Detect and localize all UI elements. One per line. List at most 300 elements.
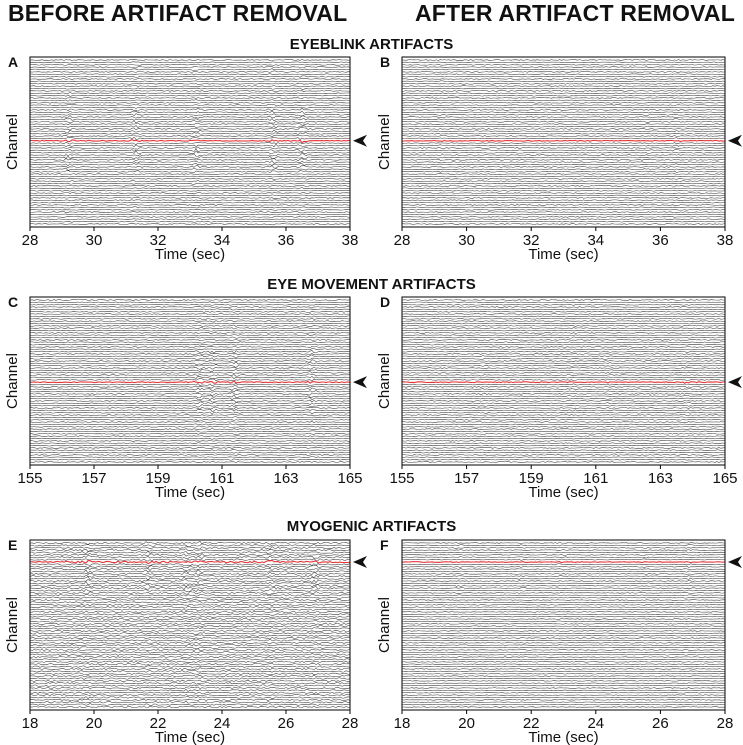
channel-trace <box>402 592 725 593</box>
channel-trace <box>30 346 350 348</box>
channel-trace <box>30 335 350 336</box>
channel-trace <box>30 582 350 586</box>
channel-marker-arrow <box>728 376 742 388</box>
eeg-traces <box>402 542 725 707</box>
section-title-eye-movement: EYE MOVEMENT ARTIFACTS <box>267 276 476 293</box>
channel-trace <box>402 323 725 324</box>
channel-trace <box>30 386 350 389</box>
channel-trace <box>30 306 350 308</box>
highlight-channel-trace <box>402 382 725 383</box>
highlight-channel-trace <box>30 381 350 383</box>
channel-trace <box>402 619 725 620</box>
channel-trace <box>402 171 725 172</box>
channel-trace <box>402 559 725 561</box>
channel-trace <box>402 372 725 373</box>
channel-trace <box>30 180 350 182</box>
channel-trace <box>30 367 350 369</box>
channel-trace <box>402 114 725 116</box>
channel-trace <box>402 635 725 636</box>
channel-trace <box>30 353 350 355</box>
channel-trace <box>402 344 725 345</box>
x-tick-label: 30 <box>85 232 103 249</box>
channel-trace <box>402 402 725 403</box>
channel-trace <box>30 424 350 425</box>
channel-trace <box>30 398 350 400</box>
channel-trace <box>30 440 350 441</box>
channel-trace <box>30 692 350 694</box>
channel-trace <box>402 429 725 430</box>
eeg-traces <box>402 60 725 225</box>
y-axis-label: Channel <box>4 353 21 409</box>
channel-trace <box>30 644 350 646</box>
x-tick-label: 26 <box>652 715 669 732</box>
channel-trace <box>30 207 350 208</box>
channel-trace <box>402 638 725 639</box>
channel-trace <box>30 633 350 635</box>
channel-trace <box>402 595 725 596</box>
channel-trace <box>402 109 725 110</box>
channel-trace <box>30 327 350 329</box>
channel-trace <box>30 81 350 82</box>
x-tick-label: 34 <box>587 232 605 249</box>
channel-trace <box>30 174 350 175</box>
channel-trace <box>30 402 350 405</box>
channel-trace <box>402 176 725 177</box>
channel-trace <box>402 659 725 660</box>
channel-trace <box>30 153 350 156</box>
x-tick-label: 157 <box>81 470 107 487</box>
channel-trace <box>402 332 725 333</box>
channel-marker-arrow <box>353 135 367 147</box>
panel-b <box>376 54 742 263</box>
channel-trace <box>30 384 350 386</box>
x-tick-label: 163 <box>647 470 673 487</box>
channel-trace <box>402 545 725 546</box>
channel-trace <box>402 197 725 198</box>
channel-trace <box>30 170 350 173</box>
channel-trace <box>402 202 725 203</box>
channel-trace <box>402 69 725 70</box>
channel-trace <box>402 112 725 113</box>
y-axis-label: Channel <box>376 114 393 170</box>
channel-trace <box>30 639 350 641</box>
channel-trace <box>30 325 350 327</box>
channel-trace <box>30 123 350 125</box>
channel-trace <box>402 128 725 129</box>
channel-trace <box>30 104 350 105</box>
x-tick-label: 28 <box>341 715 359 732</box>
channel-trace <box>402 707 725 708</box>
plot-frame <box>402 297 725 465</box>
x-tick-label: 159 <box>145 470 171 487</box>
channel-trace <box>402 60 725 61</box>
channel-trace <box>402 438 725 439</box>
channel-trace <box>402 325 725 326</box>
channel-trace <box>402 455 725 456</box>
channel-trace <box>30 92 350 94</box>
channel-trace <box>402 145 725 147</box>
channel-trace <box>402 549 725 551</box>
channel-trace <box>30 355 350 358</box>
channel-trace <box>402 424 725 425</box>
channel-trace <box>30 627 350 629</box>
channel-trace <box>30 311 350 312</box>
channel-trace <box>30 625 350 627</box>
channel-trace <box>402 443 725 444</box>
x-tick-label: 165 <box>337 470 363 487</box>
channel-trace <box>30 426 350 427</box>
channel-trace <box>30 369 350 372</box>
channel-trace <box>402 614 725 615</box>
channel-trace <box>402 633 725 634</box>
channel-trace <box>30 192 350 193</box>
channel-trace <box>30 452 350 453</box>
channel-trace <box>402 86 725 87</box>
channel-trace <box>402 628 725 629</box>
channel-trace <box>402 148 725 149</box>
channel-trace <box>402 552 725 553</box>
channel-trace <box>402 133 725 134</box>
channel-trace <box>402 102 725 103</box>
channel-trace <box>402 457 725 458</box>
channel-trace <box>30 604 350 606</box>
x-tick-label: 38 <box>341 232 359 249</box>
channel-trace <box>402 368 725 369</box>
channel-trace <box>402 612 725 613</box>
channel-trace <box>30 428 350 429</box>
panel-label: E <box>8 537 18 553</box>
x-tick-label: 157 <box>454 470 480 487</box>
x-tick-label: 165 <box>712 470 738 487</box>
x-tick-label: 155 <box>17 470 43 487</box>
channel-trace <box>402 448 725 449</box>
channel-trace <box>402 118 725 120</box>
channel-trace <box>30 393 350 396</box>
channel-trace <box>402 377 725 378</box>
channel-trace <box>30 221 350 223</box>
channel-trace <box>402 335 725 336</box>
channel-trace <box>30 602 350 604</box>
channel-trace <box>30 584 350 587</box>
channel-trace <box>30 362 350 365</box>
channel-trace <box>402 190 725 191</box>
channel-trace <box>30 654 350 656</box>
channel-trace <box>402 400 725 401</box>
channel-trace <box>402 74 725 75</box>
channel-trace <box>30 704 350 706</box>
channel-trace <box>30 649 350 651</box>
channel-trace <box>402 695 725 696</box>
channel-trace <box>30 69 350 71</box>
channel-trace <box>402 159 725 160</box>
channel-trace <box>30 696 350 698</box>
channel-trace <box>402 626 725 627</box>
channel-trace <box>402 337 725 338</box>
channel-trace <box>402 349 725 350</box>
channel-trace <box>30 541 350 545</box>
channel-trace <box>402 652 725 653</box>
channel-trace <box>402 393 725 395</box>
channel-trace <box>402 407 725 408</box>
channel-trace <box>402 462 725 463</box>
channel-trace <box>30 83 350 85</box>
highlight-channel-trace <box>30 140 350 143</box>
eeg-traces <box>30 59 350 225</box>
channel-trace <box>30 457 350 458</box>
channel-trace <box>30 647 350 649</box>
channel-trace <box>402 600 725 601</box>
x-axis-label: Time (sec) <box>528 729 599 745</box>
channel-trace <box>30 599 350 601</box>
channel-trace <box>30 332 350 333</box>
x-tick-label: 159 <box>518 470 544 487</box>
channel-trace <box>30 447 350 448</box>
channel-trace <box>402 321 725 322</box>
channel-trace <box>402 79 725 80</box>
channel-trace <box>30 677 350 679</box>
channel-trace <box>30 620 350 622</box>
channel-trace <box>402 702 725 703</box>
channel-trace <box>402 666 725 667</box>
channel-trace <box>402 391 725 392</box>
highlight-channel-trace <box>30 560 350 563</box>
channel-trace <box>402 221 725 222</box>
channel-trace <box>30 85 350 87</box>
channel-trace <box>402 585 725 586</box>
x-tick-label: 20 <box>85 715 103 732</box>
channel-trace <box>30 100 350 102</box>
channel-trace <box>402 640 725 641</box>
channel-trace <box>30 551 350 554</box>
channel-trace <box>30 342 350 343</box>
channel-trace <box>402 174 725 175</box>
channel-trace <box>30 360 350 362</box>
channel-trace <box>30 436 350 437</box>
channel-trace <box>402 95 725 96</box>
channel-trace <box>402 224 725 225</box>
channel-trace <box>402 678 725 679</box>
channel-trace <box>30 390 350 392</box>
channel-trace <box>30 176 350 177</box>
channel-trace <box>30 147 350 149</box>
x-tick-label: 32 <box>522 232 540 249</box>
channel-trace <box>402 690 725 691</box>
channel-trace <box>402 692 725 693</box>
channel-trace <box>30 165 350 168</box>
x-tick-label: 26 <box>277 715 295 732</box>
x-axis-label: Time (sec) <box>154 246 226 263</box>
channel-trace <box>402 81 725 82</box>
channel-trace <box>30 570 350 574</box>
x-axis-label: Time (sec) <box>528 246 599 263</box>
channel-trace <box>402 214 725 215</box>
channel-trace <box>402 200 725 201</box>
x-tick-label: 22 <box>149 715 167 732</box>
channel-trace <box>402 138 725 140</box>
channel-trace <box>402 671 725 672</box>
channel-trace <box>30 118 350 121</box>
channel-trace <box>402 697 725 698</box>
channel-trace <box>30 443 350 444</box>
x-tick-label: 36 <box>652 232 669 249</box>
channel-trace <box>30 90 350 91</box>
channel-trace <box>30 611 350 613</box>
channel-trace <box>402 581 725 582</box>
channel-trace <box>30 59 350 60</box>
channel-trace <box>30 144 350 147</box>
channel-trace <box>30 556 350 559</box>
channel-trace <box>30 449 350 451</box>
channel-trace <box>402 389 725 390</box>
channel-trace <box>402 304 725 305</box>
x-tick-label: 18 <box>393 715 411 732</box>
x-tick-label: 22 <box>522 715 540 732</box>
channel-trace <box>30 433 350 435</box>
channel-trace <box>30 673 350 675</box>
channel-trace <box>30 365 350 368</box>
channel-trace <box>402 100 725 101</box>
channel-trace <box>402 422 725 423</box>
eeg-traces <box>30 541 350 708</box>
channel-trace <box>402 330 725 331</box>
channel-trace <box>30 675 350 677</box>
channel-trace <box>30 97 350 98</box>
channel-trace <box>402 654 725 655</box>
channel-trace <box>402 318 725 319</box>
channel-trace <box>30 197 350 199</box>
column-title-after: AFTER ARTIFACT REMOVAL <box>415 0 735 26</box>
channel-trace <box>402 556 725 558</box>
channel-trace <box>402 105 725 106</box>
channel-trace <box>30 616 350 618</box>
x-axis-label: Time (sec) <box>154 484 226 501</box>
channel-trace <box>402 417 725 418</box>
channel-trace <box>30 64 350 65</box>
channel-trace <box>30 547 350 550</box>
panel-label: D <box>380 294 391 310</box>
channel-trace <box>30 158 350 161</box>
channel-trace <box>402 616 725 617</box>
plot-frame <box>30 297 350 465</box>
channel-trace <box>30 149 350 152</box>
channel-trace <box>30 671 350 673</box>
channel-trace <box>402 396 725 397</box>
channel-trace <box>30 133 350 135</box>
channel-trace <box>402 88 725 89</box>
channel-trace <box>402 207 725 208</box>
channel-trace <box>402 186 725 187</box>
x-tick-label: 155 <box>389 470 415 487</box>
channel-trace <box>402 602 725 603</box>
plot-frame <box>402 540 725 710</box>
x-tick-label: 36 <box>277 232 295 249</box>
channel-trace <box>30 405 350 408</box>
channel-trace <box>402 363 725 364</box>
channel-trace <box>402 205 725 206</box>
channel-trace <box>30 635 350 637</box>
channel-trace <box>402 178 725 179</box>
channel-trace <box>402 83 725 84</box>
channel-trace <box>30 661 350 663</box>
channel-trace <box>30 178 350 180</box>
channel-trace <box>30 553 350 556</box>
channel-trace <box>30 572 350 575</box>
channel-trace <box>30 185 350 186</box>
channel-trace <box>30 339 350 341</box>
channel-trace <box>402 131 725 132</box>
channel-trace <box>30 168 350 171</box>
channel-trace <box>30 575 350 578</box>
channel-trace <box>30 187 350 189</box>
channel-trace <box>402 162 725 163</box>
channel-trace <box>402 419 725 420</box>
channel-trace <box>30 374 350 376</box>
channel-trace <box>402 167 725 168</box>
channel-marker-arrow <box>353 556 367 568</box>
channel-trace <box>402 588 725 589</box>
channel-trace <box>30 438 350 440</box>
channel-trace <box>30 668 350 670</box>
channel-trace <box>402 459 725 460</box>
channel-trace <box>402 157 725 158</box>
channel-trace <box>30 606 350 608</box>
channel-trace <box>402 554 725 555</box>
channel-trace <box>402 219 725 220</box>
channel-trace <box>30 71 350 73</box>
channel-trace <box>402 452 725 453</box>
plot-frame <box>402 57 725 227</box>
column-title-before: BEFORE ARTIFACT REMOVAL <box>8 0 348 26</box>
channel-trace <box>30 407 350 410</box>
channel-trace <box>30 549 350 552</box>
channel-trace <box>30 699 350 701</box>
channel-trace <box>30 344 350 345</box>
x-tick-label: 24 <box>213 715 231 732</box>
channel-trace <box>402 412 725 413</box>
highlight-channel-trace <box>402 562 725 563</box>
channel-trace <box>402 415 725 416</box>
channel-trace <box>30 431 350 432</box>
channel-trace <box>402 631 725 632</box>
channel-trace <box>402 64 725 65</box>
channel-trace <box>30 351 350 354</box>
channel-trace <box>402 645 725 646</box>
channel-trace <box>30 330 350 331</box>
channel-trace <box>30 656 350 658</box>
channel-trace <box>30 378 350 381</box>
panel-f <box>376 537 742 745</box>
channel-trace <box>402 657 725 658</box>
panel-e <box>4 537 367 745</box>
panel-label: C <box>8 294 19 310</box>
channel-trace <box>30 67 350 69</box>
y-axis-label: Channel <box>4 597 21 653</box>
channel-trace <box>30 544 350 547</box>
x-tick-label: 30 <box>458 232 475 249</box>
x-tick-label: 161 <box>209 470 235 487</box>
channel-trace <box>402 597 725 598</box>
channel-trace <box>402 307 725 308</box>
channel-trace <box>402 374 725 376</box>
channel-trace <box>30 689 350 691</box>
channel-trace <box>402 347 725 348</box>
channel-trace <box>30 204 350 206</box>
channel-trace <box>30 630 350 632</box>
channel-trace <box>30 461 350 463</box>
x-tick-label: 163 <box>273 470 299 487</box>
channel-trace <box>30 211 350 213</box>
channel-trace <box>30 111 350 114</box>
